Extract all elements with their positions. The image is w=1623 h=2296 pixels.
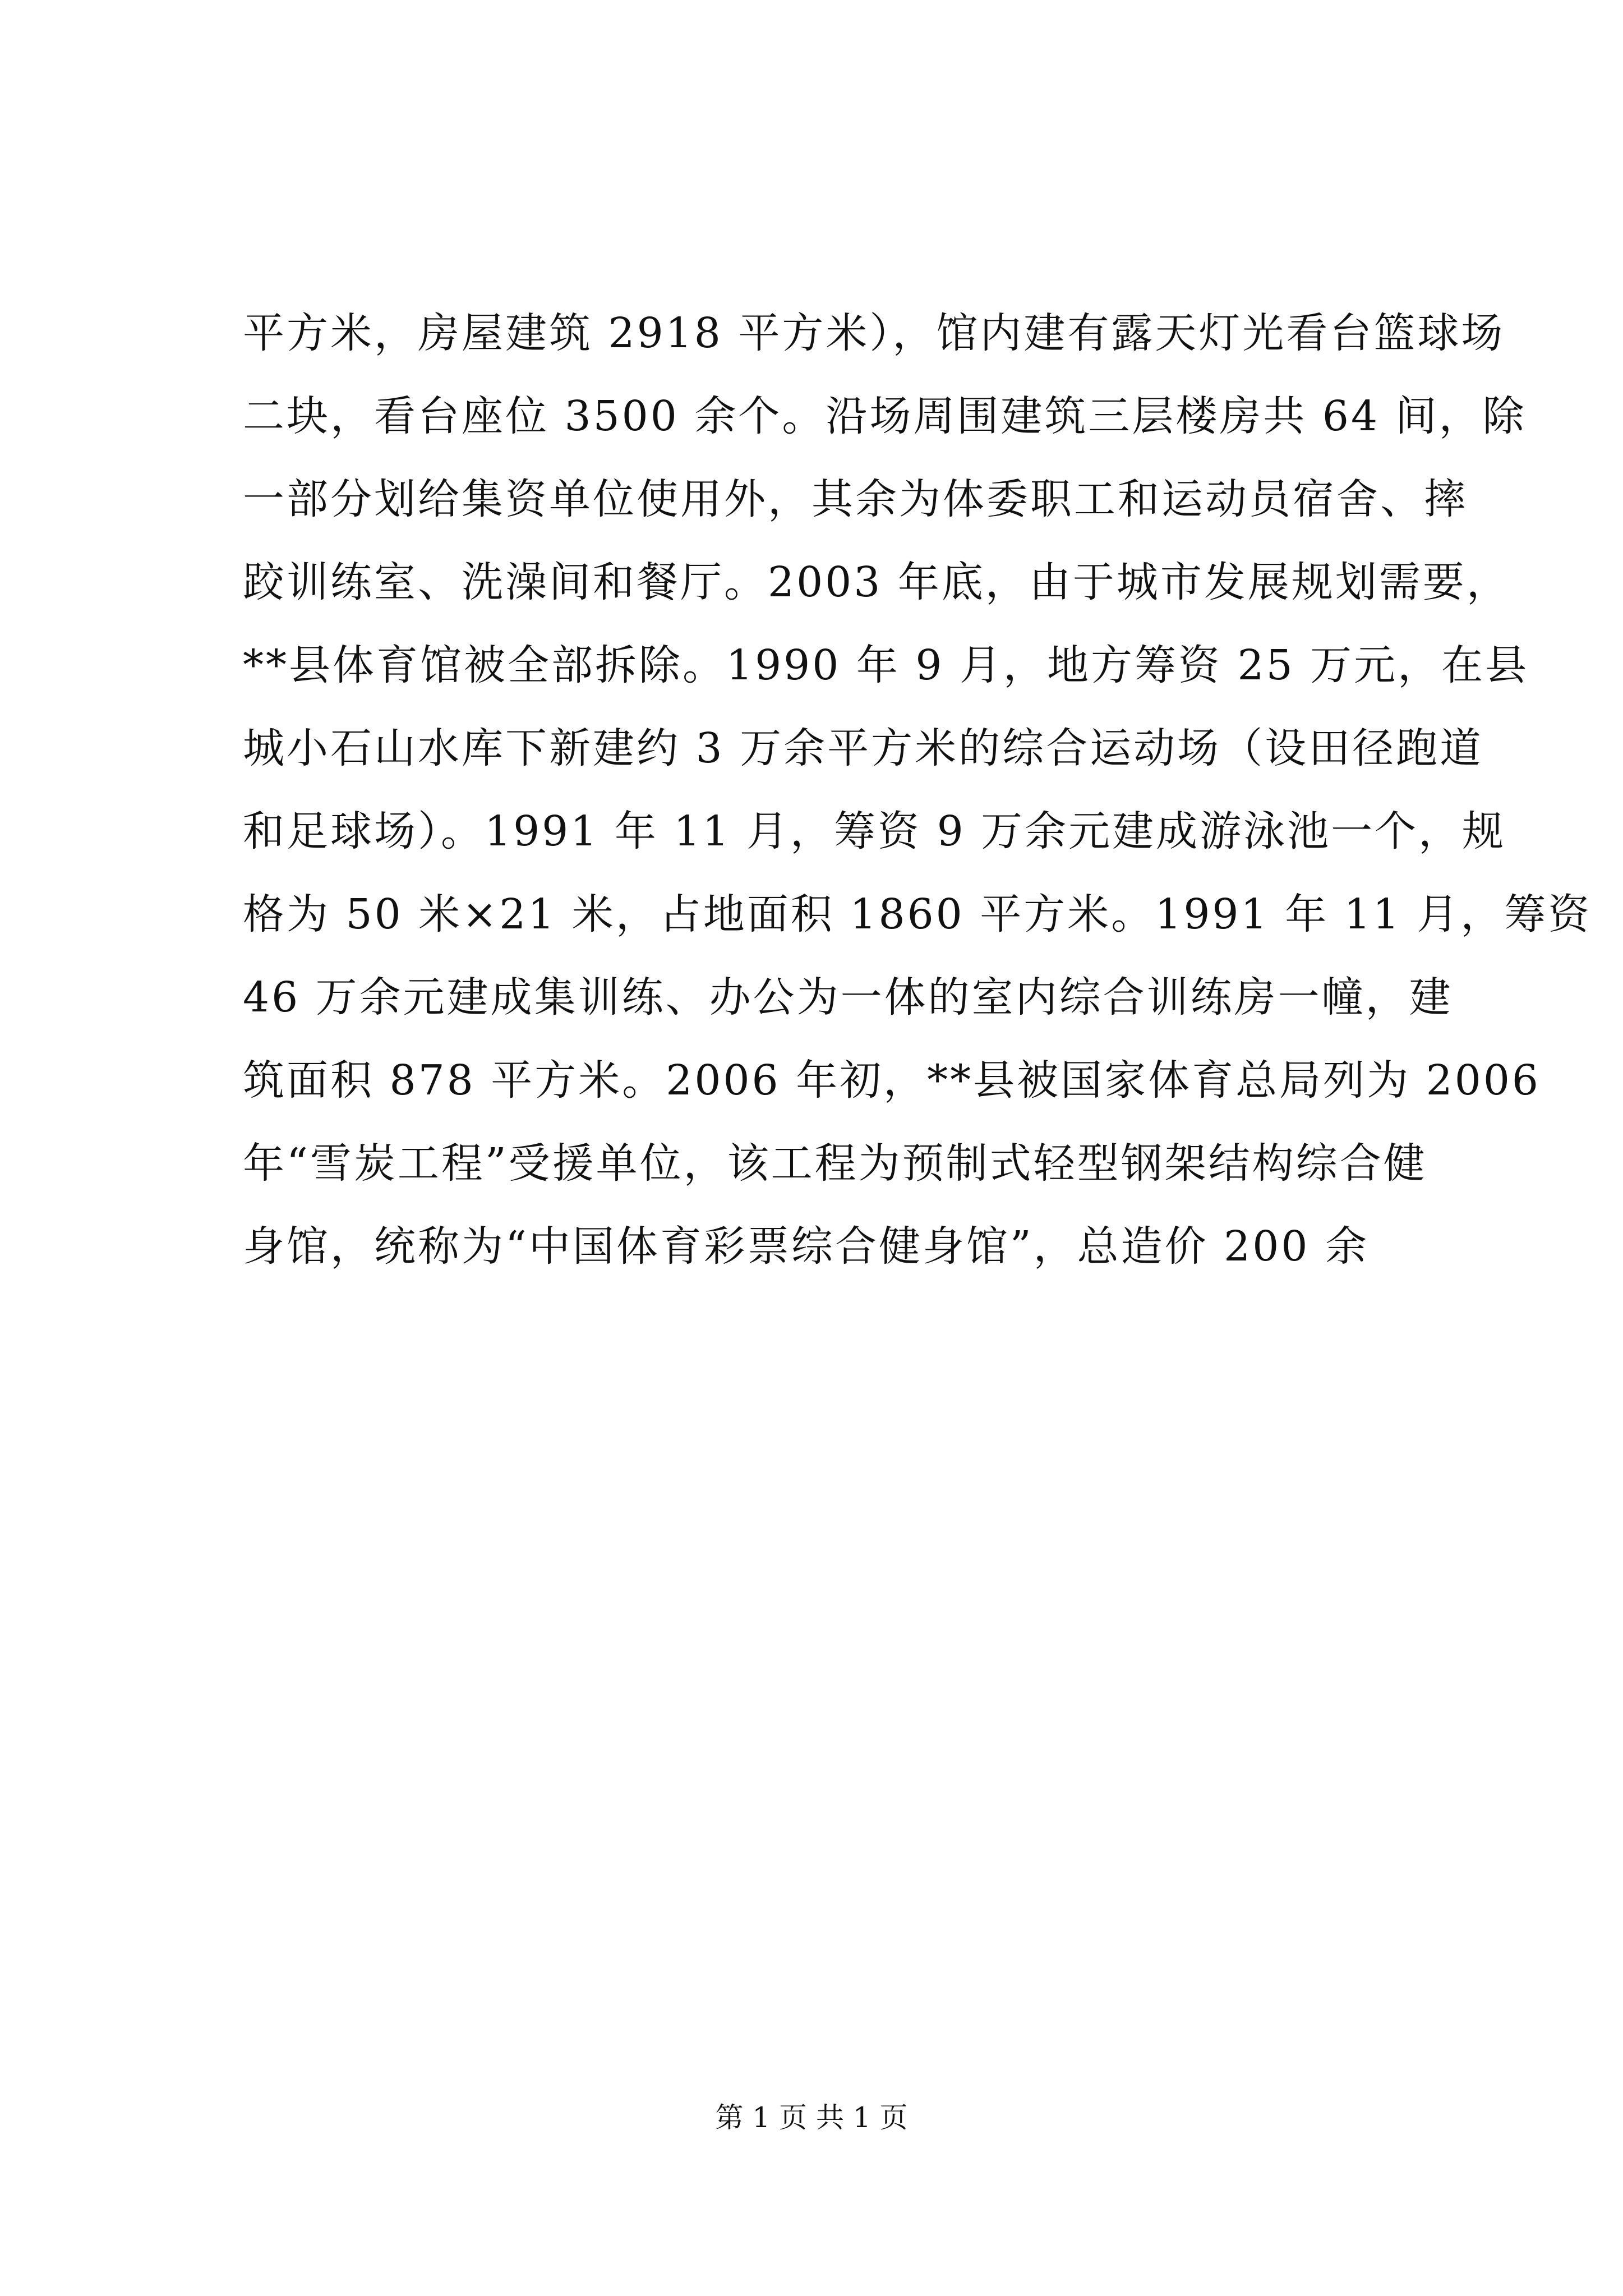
text-line-12: 身馆，统称为“中国体育彩票综合健身馆”，总造价 200 余 [243, 1222, 1369, 1271]
text-line-6: 城小石山水库下新建约 3 万余平方米的综合运动场（设田径跑道 [243, 724, 1484, 772]
text-line-5: **县体育馆被全部拆除。1990 年 9 月，地方筹资 25 万元，在县 [243, 641, 1529, 689]
text-line-8: 格为 50 米×21 米，占地面积 1860 平方米。1991 年 11 月，筹资 [243, 890, 1592, 938]
page-footer [0, 2101, 1623, 2134]
body-paragraph [243, 292, 1592, 1288]
text-line-2: 二块，看台座位 3500 余个。沿场周围建筑三层楼房共 64 间，除 [243, 392, 1527, 440]
text-line-7: 和足球场）。1991 年 11 月，筹资 9 万余元建成游泳池一个，规 [243, 807, 1506, 855]
text-line-1: 平方米，房屋建筑 2918 平方米），馆内建有露天灯光看台篮球场 [243, 309, 1505, 357]
text-line-4: 跤训练室、洗澡间和餐厅。2003 年底，由于城市发展规划需要， [243, 558, 1510, 606]
text-line-3: 一部分划给集资单位使用外，其余为体委职工和运动员宿舍、摔 [243, 475, 1468, 523]
text-line-10: 筑面积 878 平方米。2006 年初，**县被国家体育总局列为 2006 [243, 1056, 1541, 1105]
text-line-11: 年“雪炭工程”受援单位，该工程为预制式轻型钢架结构综合健 [243, 1139, 1427, 1188]
text-line-9: 46 万余元建成集训练、办公为一体的室内综合训练房一幢，建 [243, 973, 1453, 1022]
page-number-label: 第 1 页 共 1 页 [715, 2101, 908, 2134]
